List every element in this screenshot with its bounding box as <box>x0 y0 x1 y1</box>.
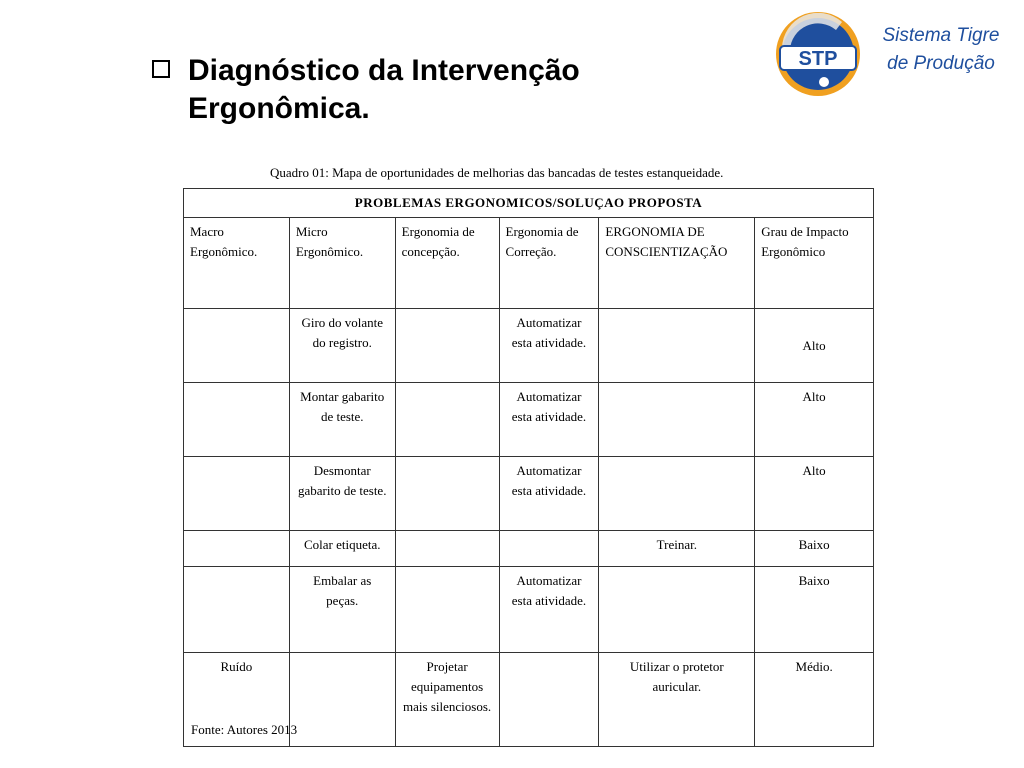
ergonomics-table <box>183 188 874 747</box>
table-cell <box>599 567 755 653</box>
table-cell: Alto <box>755 309 874 383</box>
checkbox-bullet-icon <box>152 60 170 78</box>
table-cell <box>499 531 599 567</box>
table-cell <box>395 309 499 383</box>
logo-text: STP <box>798 48 838 70</box>
table-source: Fonte: Autores 2013 <box>191 722 298 737</box>
brand-line1: Sistema Tigre <box>882 25 1000 46</box>
table-cell: Automatizar esta atividade. <box>499 567 599 653</box>
column-header: Ergonomia de Correção. <box>499 218 599 309</box>
column-header: Ergonomia de concepção. <box>395 218 499 309</box>
table-cell <box>184 383 290 457</box>
table-cell <box>599 309 755 383</box>
column-header: Macro Ergonômico. <box>184 218 290 309</box>
table-cell: Baixo <box>755 567 874 653</box>
table-cell: Desmontar gabarito de teste. <box>289 457 395 531</box>
table-row <box>184 383 874 457</box>
table-cell: Utilizar o protetor auricular. <box>599 653 755 747</box>
table-cell: Alto <box>755 457 874 531</box>
table-header: PROBLEMAS ERGONOMICOS/SOLUÇAO PROPOSTA <box>184 189 874 218</box>
table-cell: Montar gabarito de teste. <box>289 383 395 457</box>
table-cell: Automatizar esta atividade. <box>499 383 599 457</box>
table-cell <box>499 653 599 747</box>
table-cell: Embalar as peças. <box>289 567 395 653</box>
table-row <box>184 457 874 531</box>
table-cell <box>289 653 395 747</box>
table-cell <box>395 457 499 531</box>
table-cell: Ruído <box>184 653 290 747</box>
table-cell: Colar etiqueta. <box>289 531 395 567</box>
table-cell <box>395 383 499 457</box>
table-cell: Baixo <box>755 531 874 567</box>
column-header: Micro Ergonômico. <box>289 218 395 309</box>
stp-logo-icon <box>772 8 864 98</box>
table-cell <box>599 457 755 531</box>
table-row <box>184 309 874 383</box>
table-cell <box>395 531 499 567</box>
table-cell: Treinar. <box>599 531 755 567</box>
table-row <box>184 567 874 653</box>
table-cell <box>184 309 290 383</box>
table-cell: Projetar equipamentos mais silenciosos. <box>395 653 499 747</box>
column-header: ERGONOMIA DE CONSCIENTIZAÇÃO <box>599 218 755 309</box>
table-cell <box>599 383 755 457</box>
table-cell: Giro do volante do registro. <box>289 309 395 383</box>
table-cell: Automatizar esta atividade. <box>499 309 599 383</box>
table-cell <box>184 567 290 653</box>
table-caption: Quadro 01: Mapa de oportunidades de melhorias das bancadas de testes estanqueidade. <box>270 165 724 180</box>
slide-title-line2: Ergonômica. <box>188 92 370 125</box>
table-cell: Médio. <box>755 653 874 747</box>
slide-title <box>188 52 580 128</box>
table-cell <box>184 531 290 567</box>
column-header: Grau de Impacto Ergonômico <box>755 218 874 309</box>
brand-name <box>866 22 1016 78</box>
slide-title-line1: Diagnóstico da Intervenção <box>188 54 580 87</box>
table-cell <box>395 567 499 653</box>
table-row <box>184 531 874 567</box>
table-cell: Automatizar esta atividade. <box>499 457 599 531</box>
column-header-row <box>184 218 874 309</box>
table-cell: Alto <box>755 383 874 457</box>
table-cell <box>184 457 290 531</box>
brand-line2: de Produção <box>887 53 995 74</box>
